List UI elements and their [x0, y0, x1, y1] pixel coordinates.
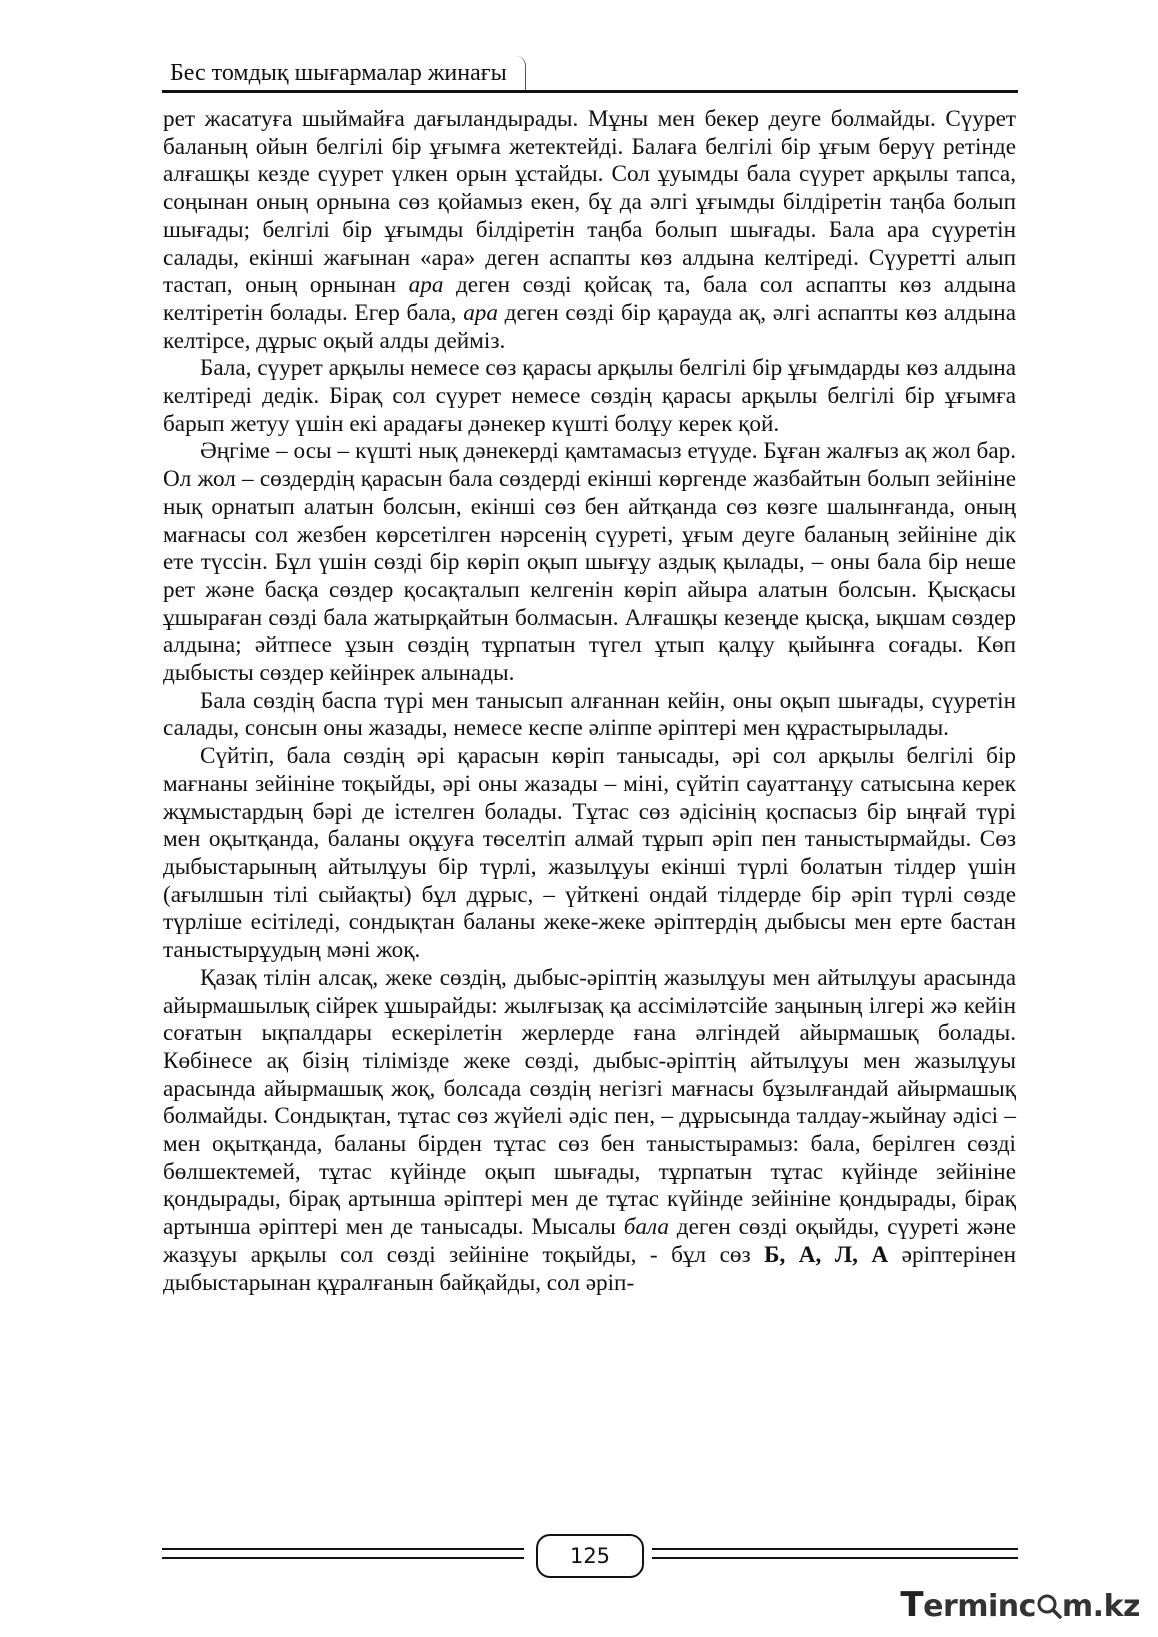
- text-run: деген сөзді оқыйды, сүуреті және жазұуы арқылы сол сөзді зейініне тоқыйды, - бұл сөз: [163, 1214, 1016, 1268]
- text-run: әріптерінен дыбыстарынан құралғанын байқайды, сол әріп-: [163, 1241, 1016, 1296]
- paragraph: [163, 688, 1016, 743]
- body-text: [163, 106, 1016, 1297]
- paragraph: [163, 355, 1016, 438]
- text-run: деген сөзді бір қарауда ақ, әлгі аспапты көз алдына келтірсе, дұрыс оқый алды дейміз.: [163, 299, 1016, 354]
- footer-rule-right-top: [652, 1548, 1018, 1550]
- site-watermark: [900, 1585, 1140, 1625]
- text-run: деген сөзді қойсақ та, бала сол аспапты көз алдына келтіретін болады. Егер бала,: [163, 272, 1016, 326]
- paragraph: [163, 965, 1016, 1297]
- text-run: рет жасатуға шыймайға дағыландырады. Мұны мен бекер деуге болмайды. Сүурет баланың ойын белгілі бір ұғымға жетектейді. Балаға белгілі бір ұғым беруү ретінде алғашқы кезде сүурет үлкен орын ұстайды. Сол ұуымды бала сүурет арқылы тапса, соңынан оның орнына сөз қойамыз екен, бұ да әлгі ұғымды білдіретін таңба болып шығады; белгілі бір ұғымды білдіретін таңба болып шығады. Бала ара сүуретін салады, екінші жағынан «ара» деген аспапты көз алдына келтіреді. Сүуретті алып тастап, оның орнынан: [163, 106, 1016, 299]
- paragraph: [163, 438, 1016, 687]
- text-run: Бала сөздің баспа түрі мен танысып алғаннан кейін, оны оқып шығады, сүуретін салады, сонсын оны жазады, немесе кеспе әліппе әріптері мен құрастырылады.: [163, 687, 1016, 742]
- watermark-middle: erminc: [923, 1589, 1036, 1624]
- text-run: Әңгіме – осы – күшті нық дәнекерді қамтамасыз етүуде. Бұған жалғыз ақ жол бар. Ол жол – сөздердің қарасын бала сөздерді екінші көргенде жазбайтын болып зейініне нық орнатып алатын болсын, екінші сөз бен айтқанда сөз көзге шалынғанда, оның мағнасы сол жезбен көрсетілген нәрсенің сүуреті, ұғым деуге баланың зейініне дік ете түссін. Бұл үшін сөзді бір көріп оқып шығұу аздық қылады, – оны бала бір неше рет және басқа сөздер қосақталып келгенін көріп айыра алатын болсын. Қысқасы ұшыраған сөзді бала жатырқайтын болмасын. Алғашқы кезеңде қысқа, ықшам сөздер алдына; әйтпесе ұзын сөздің тұрпатын түгел ұтып қалұу қыйынға соғады. Көп дыбысты сөздер кейінрек алынады.: [163, 438, 1016, 687]
- magnifier-icon: [1036, 1592, 1062, 1618]
- italic-term: бала: [623, 1214, 669, 1241]
- paragraph: [163, 743, 1016, 965]
- italic-term: ара: [463, 299, 498, 326]
- text-run: Қазақ тілін алсақ, жеке сөздің, дыбыс-әріптің жазылұуы мен айтылұуы арасында айырмашылық сійрек ұшырайды: жылғызақ қа ассіміләтсійе заңының ілгері жә кейін соғатын ықпалдары ескерілетін жерлерде ғана әлгіндей айырмашық болады. Көбінесе ақ бізің тілімізде жеке сөзді, дыбыс-әріптің айтылұуы мен жазылұуы арасында айырмашық жоқ, болсада сөздің негізгі мағнасы бұзылғандай айырмашық болмайды. Сондықтан, тұтас сөз жүйелі әдіс пен, – дұрысында талдау-жыйнау әдісі – мен оқытқанда, баланы бірден тұтас сөз бен таныстырамыз: бала, берілген сөзді бөлшектемей, тұтас күйінде оқып шығады, тұрпатын тұтас күйінде зейініне қондырады, бірақ артынша әріптері мен де тұтас күйінде зейініне қондырады, бірақ артынша әріптері мен де танысады. Мысалы: [163, 964, 1016, 1241]
- footer-rule-left-bottom: [162, 1557, 524, 1559]
- paragraph: [163, 106, 1016, 355]
- footer-rule-left-top: [162, 1548, 524, 1550]
- book-title: Бес томдық шығармалар жинағы: [162, 56, 526, 90]
- footer-rule-right-bottom: [652, 1557, 1018, 1559]
- watermark-suffix: m.kz: [1061, 1589, 1140, 1624]
- text-run: Бала, сүурет арқылы немесе сөз қарасы арқылы белгілі бір ұғымдарды көз алдына келтіреді дедік. Бірақ сол сүурет немесе сөздің қарасы арқылы белгілі бір ұғымға барып жетуу үшін екі арадағы дәнекер күшті болұу керек қой.: [163, 355, 1016, 437]
- bold-letters: Б, А, Л, А: [764, 1241, 889, 1268]
- italic-term: ара: [408, 272, 444, 299]
- text-run: Сүйтіп, бала сөздің әрі қарасын көріп танысады, әрі сол арқылы белгілі бір мағнаны зейініне тоқыйды, әрі оны жазады – міні, сүйтіп сауаттанұу сатысына керек жұмыстардың бәрі де істелген болады. Тұтас сөз әдісінің қоспасыз бір ыңғай түрі мен оқытқанда, баланы оқұуға төселтіп алмай тұрып әріп пен таныстырмайды. Сөз дыбыстарының айтылұуы бір түрлі, жазылұуы екінші түрлі болатын тілдер үшін (ағылшын тілі сыйақты) бұл дұрыс, – үйткені ондай тілдерде бір әріп түрлі сөзде түрліше есітіледі, сондықтан баланы жеке-жеке әріптердің дыбысы мен ерте бастан таныстырұудың мәні жоқ.: [163, 743, 1016, 964]
- running-header: [162, 52, 1018, 92]
- page-number: 125: [536, 1534, 644, 1578]
- watermark-prefix: T: [900, 1585, 924, 1625]
- header-rule: [162, 90, 1018, 93]
- page-footer: [162, 1530, 1018, 1580]
